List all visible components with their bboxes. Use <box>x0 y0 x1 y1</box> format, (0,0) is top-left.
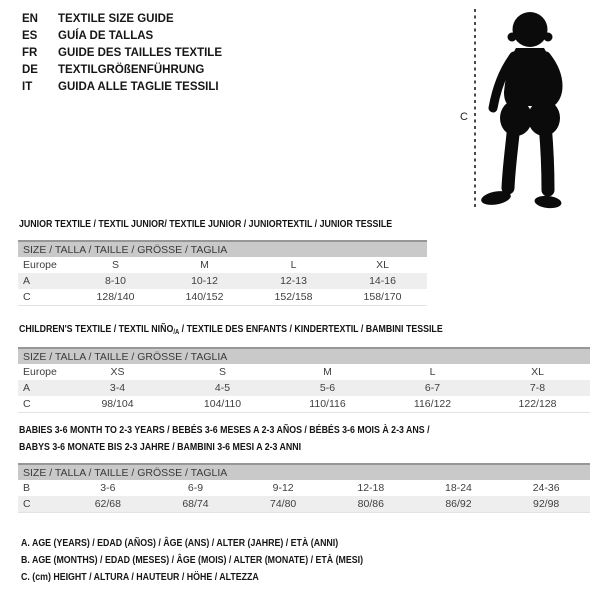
table-row-months <box>18 480 590 496</box>
size-cell: 128/140 <box>71 289 160 306</box>
row-label: C <box>18 396 65 413</box>
children-section-title <box>19 321 523 341</box>
language-code: DE <box>22 64 38 76</box>
size-cell: 152/158 <box>249 289 338 306</box>
size-cell: 8-10 <box>71 273 160 289</box>
size-cell: 98/104 <box>65 396 170 413</box>
size-cell: XL <box>531 366 544 378</box>
row-label: A <box>18 273 71 289</box>
legend-note-c-text: C. (cm) HEIGHT / ALTURA / HAUTEUR / HÖHE / ALTEZZA <box>21 571 259 583</box>
size-cell: 122/128 <box>485 396 590 413</box>
size-cell: 6-9 <box>187 482 204 494</box>
size-cell: XS <box>110 366 125 378</box>
language-code: ES <box>22 30 38 42</box>
size-cell: 104/110 <box>170 396 275 413</box>
legend-note-b <box>21 552 428 569</box>
language-row-it <box>22 79 222 96</box>
size-cell: 24-36 <box>532 482 560 494</box>
row-label: C <box>18 289 71 306</box>
table-row-europe <box>18 257 427 273</box>
size-cell: 110/116 <box>275 396 380 413</box>
children-title-pre: CHILDREN'S TEXTILE / TEXTIL NIÑO <box>19 323 174 335</box>
table-row-europe <box>18 364 590 380</box>
size-cell: 140/152 <box>160 289 249 306</box>
size-cell: 92/98 <box>502 496 590 513</box>
size-cell: 3-4 <box>65 380 170 396</box>
size-cell: 3-6 <box>100 482 116 494</box>
height-measure-figure <box>448 6 598 216</box>
babies-size-table <box>18 463 590 513</box>
size-cell: 6-7 <box>380 380 485 396</box>
baby-silhouette <box>480 12 562 209</box>
legend-note-a-text: A. AGE (YEARS) / EDAD (AÑOS) / ÂGE (ANS) / ALTER (JAHRE) / ETÀ (ANNI) <box>21 537 339 549</box>
size-cell: 5-6 <box>275 380 380 396</box>
language-title-list <box>22 11 222 96</box>
size-cell: 86/92 <box>415 496 503 513</box>
language-label: TEXTILGRÖßENFÜHRUNG <box>58 64 205 76</box>
size-cell: 74/80 <box>239 496 327 513</box>
table-row-height <box>18 289 427 306</box>
size-cell: S <box>111 259 119 271</box>
size-cell: M <box>323 366 332 378</box>
language-label: GUIDE DES TAILLES TEXTILE <box>58 47 222 59</box>
legend-notes <box>21 535 428 586</box>
size-header-bar: SIZE / TALLA / TAILLE / GRÖSSE / TAGLIA <box>18 241 427 257</box>
size-cell: 116/122 <box>380 396 485 413</box>
size-cell: 10-12 <box>160 273 249 289</box>
row-label: A <box>18 380 65 396</box>
language-label: TEXTILE SIZE GUIDE <box>58 13 174 25</box>
legend-note-c <box>21 569 428 586</box>
size-cell: 80/86 <box>327 496 415 513</box>
size-cell: 4-5 <box>170 380 275 396</box>
language-label: GUIDA ALLE TAGLIE TESSILI <box>58 81 219 93</box>
row-label: Europe <box>23 259 57 271</box>
row-label: Europe <box>23 366 57 378</box>
table-row-age <box>18 380 590 396</box>
size-cell: 12-13 <box>249 273 338 289</box>
junior-section-title <box>19 216 463 233</box>
language-code: IT <box>22 81 33 93</box>
size-cell: L <box>290 259 297 271</box>
size-cell: 12-18 <box>357 482 385 494</box>
size-cell: 18-24 <box>445 482 472 494</box>
size-header-row <box>18 464 590 480</box>
children-section-title-text <box>19 321 443 341</box>
size-cell: 14-16 <box>338 273 427 289</box>
babies-section-title <box>19 422 508 456</box>
size-cell: M <box>200 259 209 271</box>
size-cell: 7-8 <box>485 380 590 396</box>
size-cell: XL <box>376 259 389 271</box>
size-cell: L <box>429 366 436 378</box>
size-cell: 68/74 <box>152 496 240 513</box>
row-label: B <box>23 482 31 494</box>
legend-note-a <box>21 535 428 552</box>
size-header-row <box>18 241 427 257</box>
language-row-en <box>22 11 222 28</box>
children-title-sub: /A <box>173 329 180 336</box>
size-cell: 62/68 <box>64 496 152 513</box>
table-row-height <box>18 496 590 513</box>
children-size-table <box>18 347 590 413</box>
language-row-fr <box>22 45 222 62</box>
babies-title-line1: BABIES 3-6 MONTH TO 2-3 YEARS / BEBÉS 3-6 MESES A 2-3 AÑOS / BÉBÉS 3-6 MOIS À 2-3 ANS / <box>19 424 430 436</box>
junior-section-title-text: JUNIOR TEXTILE / TEXTIL JUNIOR/ TEXTILE JUNIOR / JUNIORTEXTIL / JUNIOR TESSILE <box>19 218 393 230</box>
language-row-de <box>22 62 222 79</box>
legend-note-b-text: B. AGE (MONTHS) / EDAD (MESES) / ÂGE (MOIS) / ALTER (MONATE) / ETÀ (MESI) <box>21 554 364 566</box>
language-code: FR <box>22 47 38 59</box>
size-cell: 158/170 <box>338 289 427 306</box>
babies-title-line2: BABYS 3-6 MONATE BIS 2-3 JAHRE / BAMBINI 3-6 MESI A 2-3 ANNI <box>19 441 302 453</box>
size-header-row <box>18 348 590 364</box>
children-title-post: / TEXTILE DES ENFANTS / KINDERTEXTIL / BAMBINI TESSILE <box>179 323 443 335</box>
size-header-bar: SIZE / TALLA / TAILLE / GRÖSSE / TAGLIA <box>18 348 590 364</box>
junior-size-table <box>18 240 427 306</box>
measure-letter-c: C <box>460 111 468 123</box>
size-cell: 9-12 <box>272 482 294 494</box>
row-label: C <box>18 496 64 513</box>
table-row-height <box>18 396 590 413</box>
language-label: GUÍA DE TALLAS <box>58 30 154 42</box>
size-header-bar: SIZE / TALLA / TAILLE / GRÖSSE / TAGLIA <box>18 464 590 480</box>
table-row-age <box>18 273 427 289</box>
language-code: EN <box>22 13 38 25</box>
language-row-es <box>22 28 222 45</box>
size-cell: S <box>218 366 226 378</box>
